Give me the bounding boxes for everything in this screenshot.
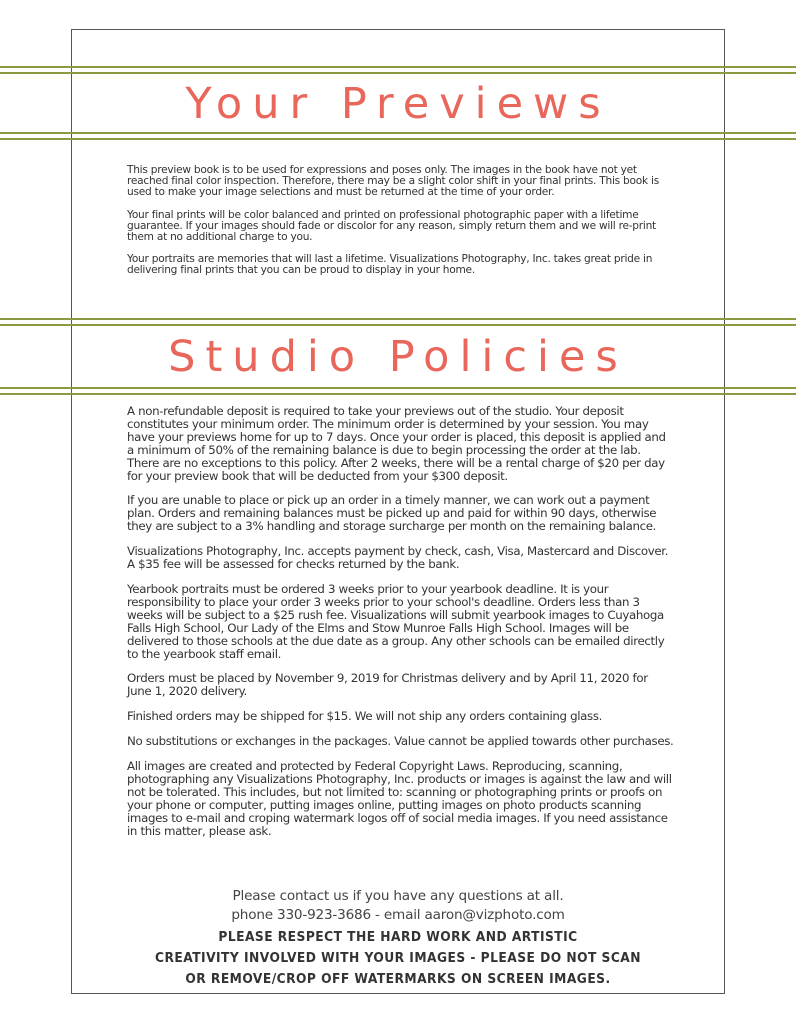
divider-rule (0, 393, 796, 395)
notice-line: CREATIVITY INVOLVED WITH YOUR IMAGES - PLEASE DO NOT SCAN (154, 950, 641, 966)
previews-paragraph: This preview book is to be used for expressions and poses only. The images in the book have not yet reached final color inspection. Therefore, there may be a slight color shift in your final prints. This book is used to make your image selections and must be returned at the time of your order. (127, 164, 659, 199)
divider-rule (0, 324, 796, 326)
previews-body (127, 165, 675, 277)
previews-paragraph: Your final prints will be color balanced and printed on professional photographic paper with a lifetime guarantee. If your images should fade or discolor for any reason, simply return them and we will re-print them at no additional charge to you. (127, 208, 656, 244)
policy-paragraph: Finished orders may be shipped for $15. We will not ship any orders containing glass. (127, 709, 603, 724)
divider-rule (0, 318, 796, 320)
policy-paragraph: Yearbook portraits must be ordered 3 weeks prior to your yearbook deadline. It is your responsibility to place your order 3 weeks prior to your school's deadline. Orders less than 3 weeks will be subject to a $25 rush fee. Visualizations will submit yearbook images to Cuyahoga Falls High School, Our Lady of the Elms and Stow Munroe Falls High School. Images will be delivered to those schools at the due date as a group. Any other schools can be emailed directly to the yearbook staff email. (127, 581, 665, 661)
contact-line: Please contact us if you have any questions at all. (232, 888, 564, 904)
contact-phone-email: phone 330-923-3686 - email aaron@vizphoto.com (231, 907, 565, 923)
policy-paragraph: Orders must be placed by November 9, 2019 for Christmas delivery and by April 11, 2020 for June 1, 2020 delivery. (127, 671, 648, 699)
policy-paragraph: If you are unable to place or pick up an order in a timely manner, we can work out a payment plan. Orders and remaining balances must be picked up and paid for within 90 days, otherwise they are subject to a 3% handling and storage surcharge per month on the remaining balance. (127, 493, 657, 534)
notice-line: OR REMOVE/CROP OFF WATERMARKS ON SCREEN IMAGES. (185, 971, 611, 987)
divider-rule (0, 387, 796, 389)
policies-body (127, 405, 675, 837)
policy-paragraph: A non-refundable deposit is required to take your previews out of the studio. Your deposit constitutes your minimum order. The minimum order is determined by your session. You may have your previews home for up to 7 days. Once your order is placed, this deposit is applied and a minimum of 50% of the remaining balance is due to begin processing the order at the lab. There are no exceptions to this policy. After 2 weeks, there will be a rental charge of $20 per day for your preview book that will be deducted from your $300 deposit. (127, 404, 666, 483)
policy-paragraph: No substitutions or exchanges in the packages. Value cannot be applied towards other purchases. (127, 734, 674, 749)
divider-rule (0, 66, 796, 68)
policy-paragraph: All images are created and protected by Federal Copyright Laws. Reproducing, scanning, photographing any Visualizations Photography, Inc. products or images is against the law and will not be tolerated. This includes, but not limited to: scanning or photographing prints or proofs on your phone or computer, putting images online, putting images on photo products scanning images to e-mail and croping watermark logos off of social media images. If you need assistance in this matter, please ask. (127, 759, 672, 838)
divider-rule (0, 72, 796, 74)
divider-rule (0, 138, 796, 140)
notice-line: PLEASE RESPECT THE HARD WORK AND ARTISTIC (218, 930, 578, 945)
previews-paragraph: Your portraits are memories that will last a lifetime. Visualizations Photography, Inc. takes great pride in delivering final prints that you can be proud to display in your home. (127, 253, 653, 277)
divider-rule (0, 132, 796, 134)
watermark-notice (94, 928, 702, 990)
policy-paragraph: Visualizations Photography, Inc. accepts payment by check, cash, Visa, Mastercard and Discover. A $35 fee will be assessed for checks returned by the bank. (127, 544, 669, 572)
previews-heading: Your Previews (185, 79, 611, 129)
policies-heading: Studio Policies (168, 332, 628, 382)
